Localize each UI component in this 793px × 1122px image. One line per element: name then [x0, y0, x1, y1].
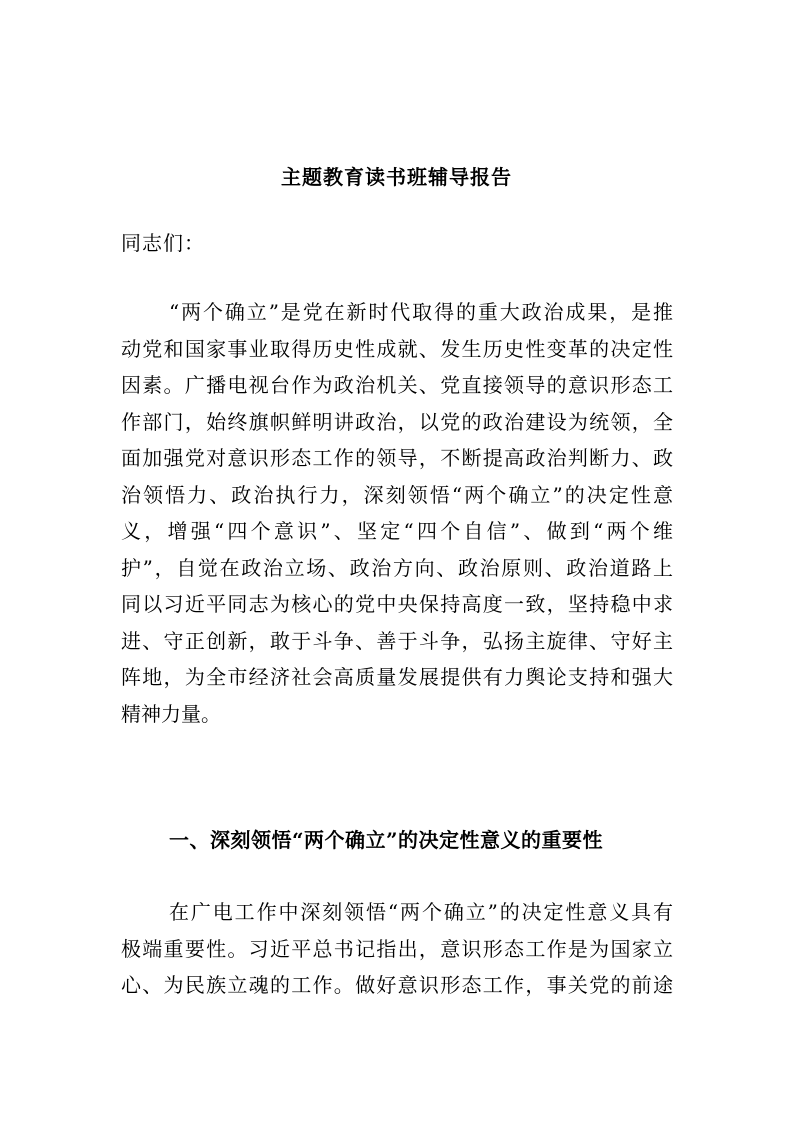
paragraph-line: 同以习近平同志为核心的党中央保持高度一致，坚持稳中求 [121, 592, 673, 616]
paragraph-1 [121, 297, 673, 735]
paragraph-line: 护”，自觉在政治立场、政治方向、政治原则、政治道路上 [121, 555, 673, 580]
paragraph-line: “两个确立”是党在新时代取得的重大政治成果，是推 [169, 300, 673, 324]
paragraph-line: 义，增强“四个意识”、坚定“四个自信”、做到“两个维 [121, 519, 673, 543]
paragraph-line: 在广电工作中深刻领悟“两个确立”的决定性意义具有 [169, 900, 673, 924]
paragraph-2 [121, 897, 673, 1007]
paragraph-line: 作部门，始终旗帜鲜明讲政治，以党的政治建设为统领，全 [121, 409, 673, 434]
paragraph-line: 动党和国家事业取得历史性成就、发生历史性变革的决定性 [121, 336, 673, 361]
paragraph-line: 极端重要性。习近平总书记指出，意识形态工作是为国家立 [121, 936, 673, 961]
paragraph-line: 因素。广播电视台作为政治机关、党直接领导的意识形态工 [121, 373, 673, 397]
salutation: 同志们： [121, 231, 205, 255]
paragraph-line: 心、为民族立魂的工作。做好意识形态工作，事关党的前途 [121, 973, 673, 997]
paragraph-line: 精神力量。 [121, 701, 221, 726]
document-title: 主题教育读书班辅导报告 [281, 165, 512, 189]
section-heading: 一、深刻领悟“两个确立”的决定性意义的重要性 [169, 828, 604, 852]
paragraph-line: 治领悟力、政治执行力，深刻领悟“两个确立”的决定性意 [121, 482, 673, 507]
paragraph-line: 进、守正创新，敢于斗争、善于斗争，弘扬主旋律、守好主 [121, 628, 673, 653]
paragraph-line: 阵地，为全市经济社会高质量发展提供有力舆论支持和强大 [121, 665, 673, 689]
paragraph-line: 面加强党对意识形态工作的领导，不断提高政治判断力、政 [121, 446, 673, 470]
